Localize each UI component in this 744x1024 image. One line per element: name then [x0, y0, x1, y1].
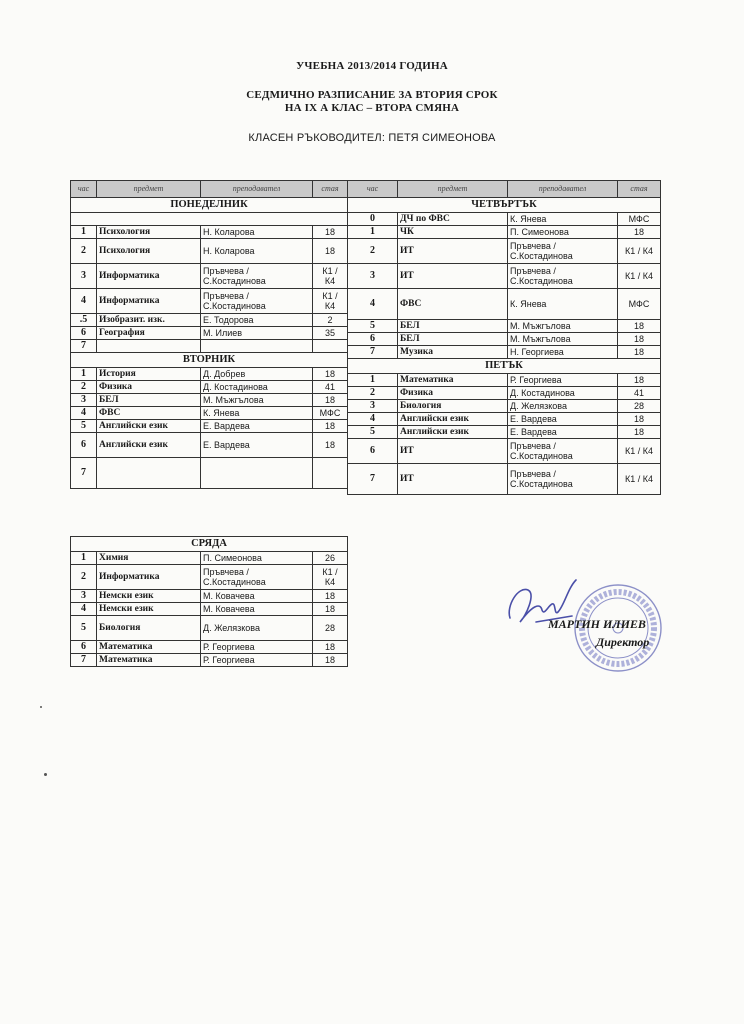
- teacher-cell: Д. Желязкова: [201, 616, 313, 641]
- teacher-cell: М. Мъжгълова: [201, 394, 313, 407]
- col-header-hour: час: [71, 181, 97, 198]
- subject-cell: [97, 458, 201, 489]
- subject-cell: Психология: [97, 226, 201, 239]
- subject-cell: Биология: [398, 400, 508, 413]
- subject-cell: ИТ: [398, 439, 508, 464]
- subject-cell: Физика: [398, 387, 508, 400]
- day-header-monday: [71, 198, 348, 213]
- subject-cell: ИТ: [398, 464, 508, 495]
- day-name: ПОНЕДЕЛНИК: [71, 198, 348, 213]
- room-cell: 2: [313, 314, 348, 327]
- director-name: МАРТИН ИЛИЕВ: [548, 617, 646, 631]
- teacher-cell: Пръвчева / С.Костадинова: [201, 289, 313, 314]
- col-header-teacher: преподавател: [508, 181, 618, 198]
- teacher-cell: Пръвчева / С.Костадинова: [508, 439, 618, 464]
- schedule-row: [71, 226, 348, 239]
- column-header-row: [348, 181, 661, 198]
- schedule-row: [348, 226, 661, 239]
- room-cell: К1 / К4: [313, 289, 348, 314]
- room-cell: 18: [313, 590, 348, 603]
- hour-cell: 7: [348, 346, 398, 359]
- schedule-row: [71, 616, 348, 641]
- schedule-row: [71, 654, 348, 667]
- schedule-row: [71, 264, 348, 289]
- teacher-cell: М. Ковачева: [201, 603, 313, 616]
- room-cell: 18: [313, 641, 348, 654]
- room-cell: 26: [313, 552, 348, 565]
- hour-cell: 2: [71, 381, 97, 394]
- room-cell: 18: [618, 426, 661, 439]
- room-cell: 18: [313, 603, 348, 616]
- room-cell: 18: [313, 420, 348, 433]
- hour-cell: 6: [71, 641, 97, 654]
- subject-cell: [97, 340, 201, 353]
- schedule-row: [348, 400, 661, 413]
- hour-cell: 3: [348, 400, 398, 413]
- subject-cell: Английски език: [398, 413, 508, 426]
- subject-cell: БЕЛ: [398, 320, 508, 333]
- scan-speck: [44, 773, 47, 776]
- schedule-row: [71, 381, 348, 394]
- teacher-cell: Д. Добрев: [201, 368, 313, 381]
- teacher-cell: Е. Вардева: [508, 413, 618, 426]
- teacher-cell: Н. Коларова: [201, 226, 313, 239]
- hour-cell: 5: [348, 320, 398, 333]
- schedule-row: [348, 426, 661, 439]
- room-cell: 35: [313, 327, 348, 340]
- subject-cell: ИТ: [398, 239, 508, 264]
- room-cell: 18: [618, 413, 661, 426]
- col-header-room: стая: [313, 181, 348, 198]
- day-name: ЧЕТВЪРТЪК: [348, 198, 661, 213]
- teacher-cell: Р. Георгиева: [508, 374, 618, 387]
- teacher-cell: Н. Георгиева: [508, 346, 618, 359]
- room-cell: К1 / К4: [618, 239, 661, 264]
- schedule-row: [348, 213, 661, 226]
- subject-cell: ФВС: [97, 407, 201, 420]
- hour-cell: 7: [71, 340, 97, 353]
- teacher-cell: М. Ковачева: [201, 590, 313, 603]
- schedule-row: [71, 552, 348, 565]
- teacher-cell: Р. Георгиева: [201, 641, 313, 654]
- subject-cell: Информатика: [97, 264, 201, 289]
- schedule-row: [348, 374, 661, 387]
- room-cell: 18: [618, 320, 661, 333]
- subject-cell: БЕЛ: [97, 394, 201, 407]
- teacher-cell: Д. Костадинова: [508, 387, 618, 400]
- schedule-table-wednesday: [70, 536, 348, 667]
- room-cell: К1 / К4: [618, 439, 661, 464]
- room-cell: 28: [313, 616, 348, 641]
- day-header-wednesday: [71, 537, 348, 552]
- hour-cell: 1: [348, 374, 398, 387]
- teacher-cell: Е. Тодорова: [201, 314, 313, 327]
- empty-cell: [71, 213, 348, 226]
- director-title: Директор: [596, 635, 650, 649]
- room-cell: 18: [618, 333, 661, 346]
- subject-cell: Немски език: [97, 603, 201, 616]
- schedule-row: [348, 264, 661, 289]
- hour-cell: 7: [71, 654, 97, 667]
- hour-cell: 1: [71, 368, 97, 381]
- subject-cell: Психология: [97, 239, 201, 264]
- hour-cell: 2: [71, 239, 97, 264]
- subject-cell: Химия: [97, 552, 201, 565]
- room-cell: 28: [618, 400, 661, 413]
- room-cell: 18: [618, 226, 661, 239]
- room-cell: МФС: [618, 213, 661, 226]
- hour-cell: 1: [71, 226, 97, 239]
- hour-cell: 6: [71, 433, 97, 458]
- col-header-room: стая: [618, 181, 661, 198]
- room-cell: МФС: [618, 289, 661, 320]
- hour-cell: 4: [71, 407, 97, 420]
- subject-cell: Английски език: [97, 420, 201, 433]
- schedule-row: [71, 565, 348, 590]
- room-cell: МФС: [313, 407, 348, 420]
- subject-cell: Математика: [398, 374, 508, 387]
- room-cell: 18: [313, 368, 348, 381]
- room-cell: 18: [313, 433, 348, 458]
- hour-cell: 4: [348, 413, 398, 426]
- schedule-row: [71, 289, 348, 314]
- hour-cell: 2: [348, 387, 398, 400]
- hour-cell: 4: [71, 289, 97, 314]
- hour-cell: 3: [71, 590, 97, 603]
- subject-cell: Математика: [97, 654, 201, 667]
- teacher-cell: Пръвчева / С.Костадинова: [508, 239, 618, 264]
- schedule-title-line1: СЕДМИЧНО РАЗПИСАНИЕ ЗА ВТОРИЯ СРОК: [246, 89, 498, 101]
- tuesday-rows: [71, 368, 348, 489]
- hour-cell: 0: [348, 213, 398, 226]
- room-cell: К1 / К4: [618, 264, 661, 289]
- col-header-subject: предмет: [97, 181, 201, 198]
- teacher-cell: Н. Коларова: [201, 239, 313, 264]
- subject-cell: География: [97, 327, 201, 340]
- hour-cell: 4: [348, 289, 398, 320]
- teacher-cell: Пръвчева / С.Костадинова: [508, 464, 618, 495]
- day-header-tuesday: [71, 353, 348, 368]
- day-header-friday: [348, 359, 661, 374]
- scan-speck: [40, 706, 42, 708]
- hour-cell: 5: [71, 420, 97, 433]
- hour-cell: 5: [71, 616, 97, 641]
- hour-cell: 2: [348, 239, 398, 264]
- teacher-cell: Е. Вардева: [201, 420, 313, 433]
- schedule-row: [348, 320, 661, 333]
- room-cell: К1 / К4: [313, 565, 348, 590]
- teacher-cell: Пръвчева / С.Костадинова: [201, 565, 313, 590]
- hour-cell: 6: [348, 439, 398, 464]
- schedule-row: [71, 458, 348, 489]
- schedule-row: [348, 387, 661, 400]
- teacher-cell: М. Илиев: [201, 327, 313, 340]
- teacher-cell: Е. Вардева: [508, 426, 618, 439]
- schedule-row: [348, 289, 661, 320]
- room-cell: К1 / К4: [313, 264, 348, 289]
- room-cell: К1 / К4: [618, 464, 661, 495]
- subject-cell: Биология: [97, 616, 201, 641]
- schedule-row: [71, 239, 348, 264]
- subject-cell: Физика: [97, 381, 201, 394]
- teacher-cell: К. Янева: [201, 407, 313, 420]
- hour-cell: 1: [348, 226, 398, 239]
- schedule-row: [71, 603, 348, 616]
- subject-cell: Информатика: [97, 289, 201, 314]
- subject-cell: БЕЛ: [398, 333, 508, 346]
- col-header-hour: час: [348, 181, 398, 198]
- day-name: ВТОРНИК: [71, 353, 348, 368]
- teacher-cell: П. Симеонова: [201, 552, 313, 565]
- subject-cell: Английски език: [97, 433, 201, 458]
- room-cell: 18: [313, 394, 348, 407]
- room-cell: 18: [313, 226, 348, 239]
- schedule-row: [71, 368, 348, 381]
- teacher-cell: [201, 458, 313, 489]
- subject-cell: ФВС: [398, 289, 508, 320]
- schedule-row: [71, 407, 348, 420]
- schedule-row: [71, 641, 348, 654]
- teacher-cell: Пръвчева / С.Костадинова: [508, 264, 618, 289]
- schedule-table-right: [347, 180, 661, 495]
- hour-cell: 7: [348, 464, 398, 495]
- teacher-cell: П. Симеонова: [508, 226, 618, 239]
- subject-cell: Изобразит. изк.: [97, 314, 201, 327]
- hour-cell: 6: [71, 327, 97, 340]
- teacher-cell: К. Янева: [508, 289, 618, 320]
- schedule-row: [71, 433, 348, 458]
- schedule-row: [71, 420, 348, 433]
- schedule-row: [71, 340, 348, 353]
- col-header-teacher: преподавател: [201, 181, 313, 198]
- room-cell: 41: [313, 381, 348, 394]
- schedule-row: [71, 314, 348, 327]
- room-cell: 18: [313, 239, 348, 264]
- room-cell: 41: [618, 387, 661, 400]
- subject-cell: ЧК: [398, 226, 508, 239]
- schedule-row: [71, 394, 348, 407]
- monday-rows: [71, 226, 348, 353]
- class-teacher-line: КЛАСЕН РЪКОВОДИТЕЛ: ПЕТЯ СИМЕОНОВА: [248, 132, 496, 144]
- schedule-row: [71, 327, 348, 340]
- subject-cell: История: [97, 368, 201, 381]
- hour-cell: 5: [348, 426, 398, 439]
- teacher-cell: Р. Георгиева: [201, 654, 313, 667]
- schedule-row: [348, 333, 661, 346]
- subject-cell: ДЧ по ФВС: [398, 213, 508, 226]
- schedule-row: [71, 590, 348, 603]
- subject-cell: Английски език: [398, 426, 508, 439]
- subject-cell: Музика: [398, 346, 508, 359]
- hour-cell: .5: [71, 314, 97, 327]
- hour-cell: 7: [71, 458, 97, 489]
- schedule-row: [348, 346, 661, 359]
- subject-cell: Информатика: [97, 565, 201, 590]
- schedule-title-line2: НА IX А КЛАС – ВТОРА СМЯНА: [284, 102, 460, 114]
- teacher-cell: Д. Желязкова: [508, 400, 618, 413]
- subject-cell: Математика: [97, 641, 201, 654]
- teacher-cell: Д. Костадинова: [201, 381, 313, 394]
- room-cell: 18: [618, 374, 661, 387]
- hour-cell: 3: [71, 394, 97, 407]
- room-cell: [313, 458, 348, 489]
- hour-cell: 3: [71, 264, 97, 289]
- thursday-rows: [348, 213, 661, 359]
- teacher-cell: Е. Вардева: [201, 433, 313, 458]
- teacher-cell: М. Мъжгълова: [508, 333, 618, 346]
- hour-cell: 1: [71, 552, 97, 565]
- schedule-row: [348, 239, 661, 264]
- day-spacer: [71, 213, 348, 226]
- room-cell: 18: [618, 346, 661, 359]
- teacher-cell: К. Янева: [508, 213, 618, 226]
- room-cell: 18: [313, 654, 348, 667]
- hour-cell: 4: [71, 603, 97, 616]
- day-name: СРЯДА: [71, 537, 348, 552]
- subject-cell: ИТ: [398, 264, 508, 289]
- hour-cell: 2: [71, 565, 97, 590]
- column-header-row: [71, 181, 348, 198]
- hour-cell: 6: [348, 333, 398, 346]
- day-header-thursday: [348, 198, 661, 213]
- schedule-table-left: [70, 180, 348, 489]
- teacher-cell: Пръвчева / С.Костадинова: [201, 264, 313, 289]
- schedule-row: [348, 413, 661, 426]
- teacher-cell: [201, 340, 313, 353]
- school-year-heading: УЧЕБНА 2013/2014 ГОДИНА: [296, 60, 448, 72]
- schedule-row: [348, 464, 661, 495]
- subject-cell: Немски език: [97, 590, 201, 603]
- col-header-subject: предмет: [398, 181, 508, 198]
- hour-cell: 3: [348, 264, 398, 289]
- teacher-cell: М. Мъжгълова: [508, 320, 618, 333]
- friday-rows: [348, 374, 661, 495]
- room-cell: [313, 340, 348, 353]
- schedule-row: [348, 439, 661, 464]
- wednesday-rows: [71, 552, 348, 667]
- day-name: ПЕТЪК: [348, 359, 661, 374]
